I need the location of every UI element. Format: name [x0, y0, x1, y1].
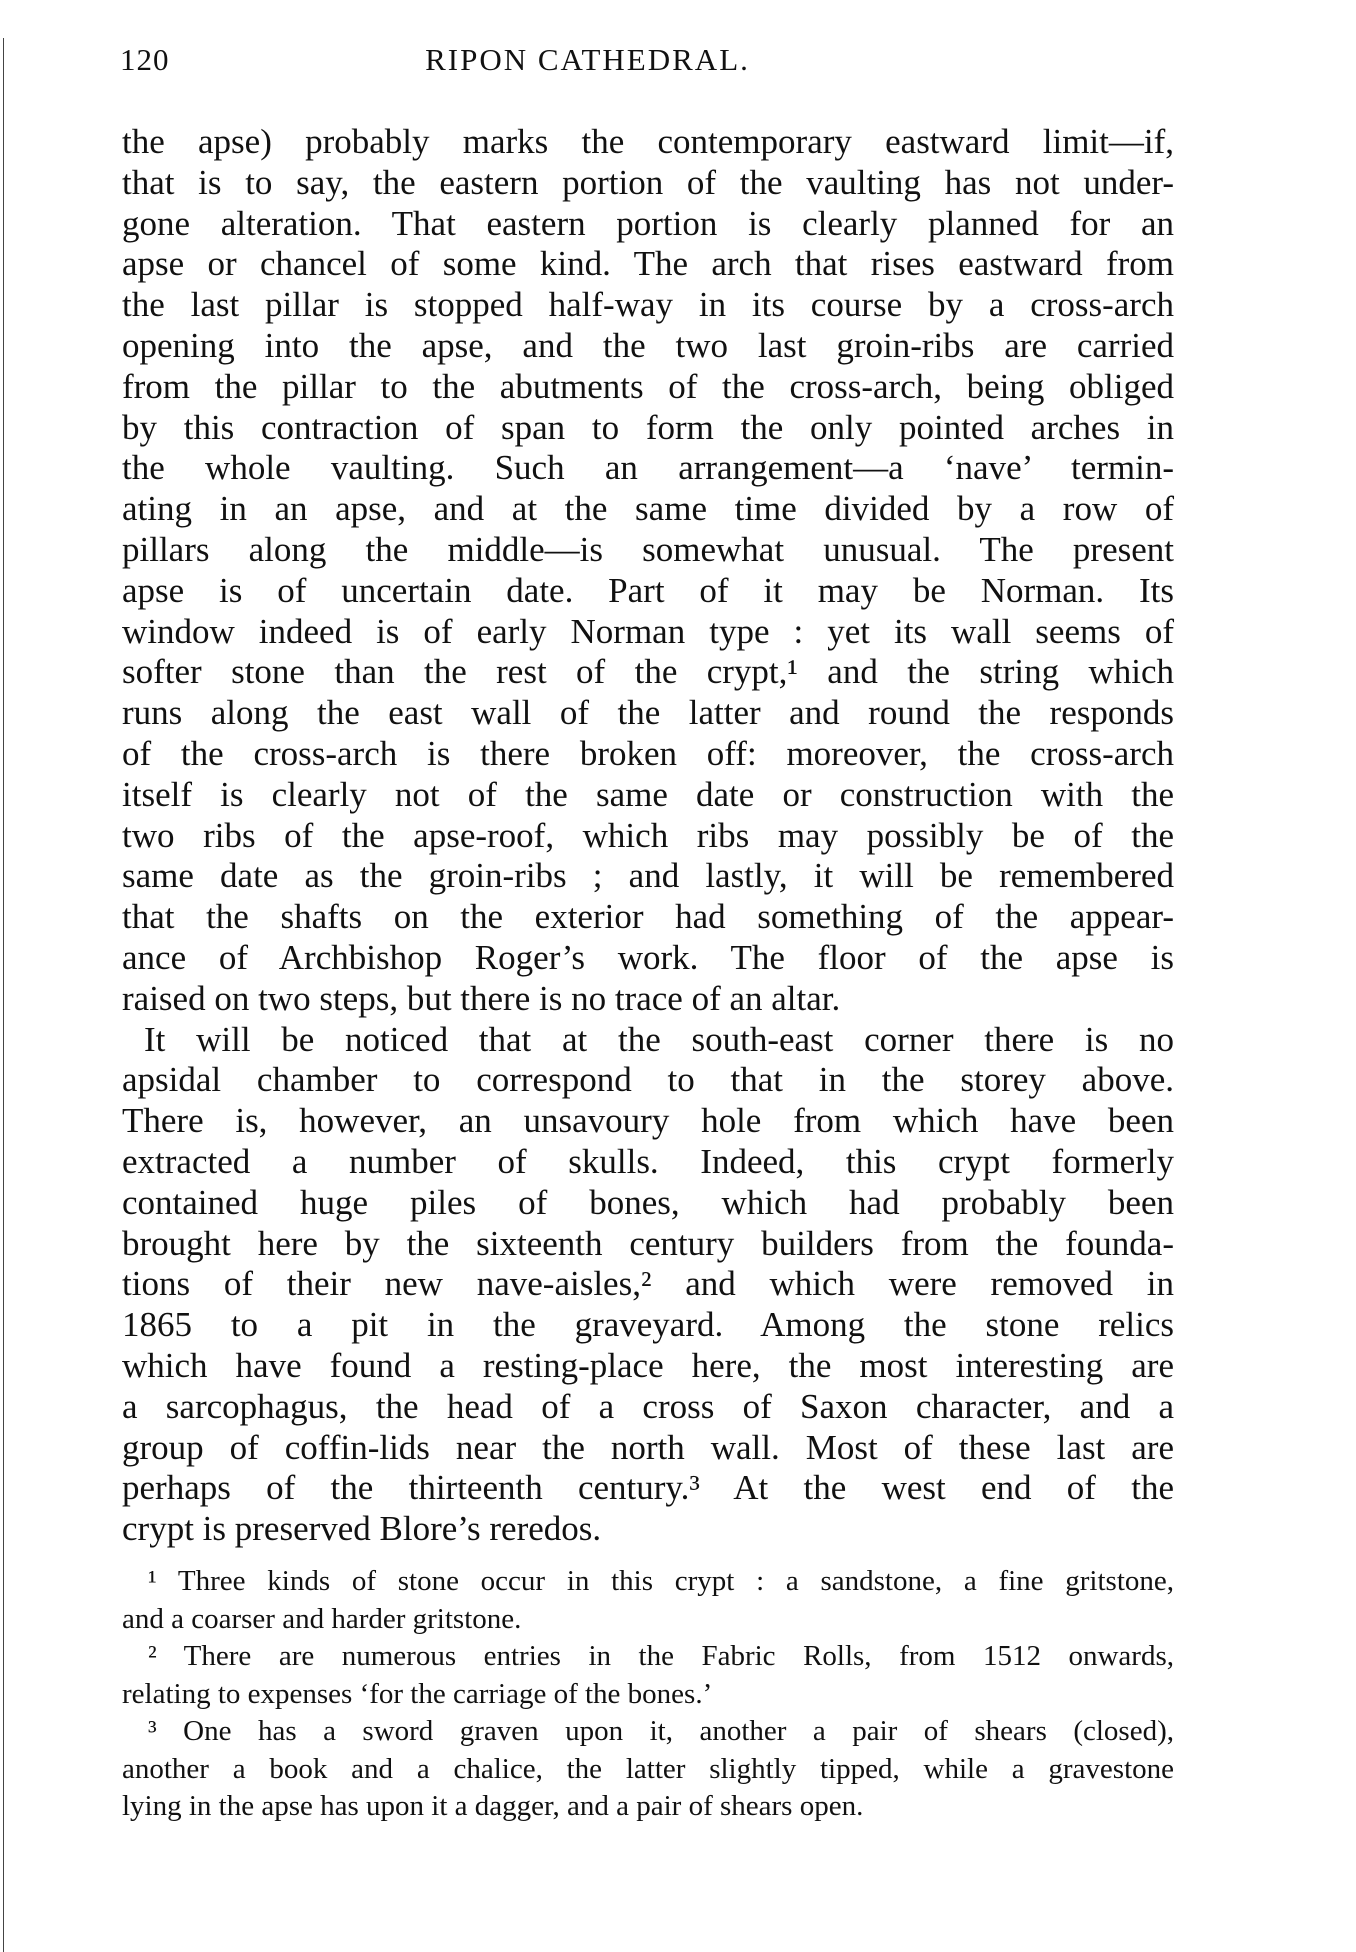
body-line: There is, however, an unsavoury hole from which have been: [122, 1101, 1174, 1141]
footnote-line: another a book and a chalice, the latter slightly tipped, while a gravestone: [122, 1752, 1174, 1785]
body-line: from the pillar to the abutments of the cross-arch, being obliged: [122, 366, 1174, 406]
body-line: which have found a resting-place here, the most interesting are: [122, 1345, 1174, 1385]
body-line: opening into the apse, and the two last groin-ribs are carried: [122, 325, 1174, 365]
body-line: that is to say, the eastern portion of the vaulting has not under-: [122, 162, 1174, 202]
body-line: by this contraction of span to form the only pointed arches in: [122, 407, 1174, 447]
footnote-line: ² There are numerous entries in the Fabric Rolls, from 1512 onwards,: [148, 1640, 1174, 1672]
page-header: [120, 42, 1175, 86]
body-line: itself is clearly not of the same date or construction with the: [122, 774, 1174, 814]
footnote-line: lying in the apse has upon it a dagger, and a pair of shears open.: [122, 1790, 864, 1822]
body-line: same date as the groin-ribs ; and lastly, it will be remembered: [122, 856, 1174, 896]
page-edge-line: [3, 38, 4, 1952]
body-line: group of coffin-lids near the north wall. Most of these last are: [122, 1427, 1174, 1467]
body-line: of the cross-arch is there broken off: moreover, the cross-arch: [122, 733, 1174, 773]
body-line: raised on two steps, but there is no trace of an altar.: [122, 978, 841, 1018]
footnote-line: ¹ Three kinds of stone occur in this crypt : a sandstone, a fine gritstone,: [148, 1565, 1174, 1597]
body-line: tions of their new nave-aisles,² and which were removed in: [122, 1264, 1174, 1304]
body-line: apse is of uncertain date. Part of it may be Norman. Its: [122, 570, 1174, 610]
body-line: gone alteration. That eastern portion is clearly planned for an: [122, 203, 1174, 243]
body-line: extracted a number of skulls. Indeed, this crypt formerly: [122, 1141, 1174, 1181]
page-number: 120: [120, 42, 170, 77]
footnote-line: relating to expenses ‘for the carriage of the bones.’: [122, 1677, 713, 1710]
footnotes: [122, 1563, 1174, 1826]
running-title: RIPON CATHEDRAL.: [425, 42, 750, 77]
body-line: the apse) probably marks the contemporary eastward limit—if,: [122, 122, 1174, 161]
body-line: window indeed is of early Norman type : yet its wall seems of: [122, 611, 1174, 651]
body-line: runs along the east wall of the latter and round the responds: [122, 693, 1174, 733]
body-line: the last pillar is stopped half-way in its course by a cross-arch: [122, 285, 1174, 325]
body-line: ance of Archbishop Roger’s work. The floor of the apse is: [122, 937, 1174, 977]
body-line: softer stone than the rest of the crypt,¹ and the string which: [122, 652, 1174, 692]
body-text: [122, 122, 1174, 1550]
body-line: two ribs of the apse-roof, which ribs may possibly be of the: [122, 815, 1174, 855]
body-line: contained huge piles of bones, which had probably been: [122, 1182, 1174, 1222]
body-line: 1865 to a pit in the graveyard. Among the stone relics: [122, 1305, 1174, 1345]
body-line: that the shafts on the exterior had something of the appear-: [122, 897, 1174, 937]
body-line: apsidal chamber to correspond to that in the storey above.: [122, 1060, 1174, 1100]
body-line: ating in an apse, and at the same time divided by a row of: [122, 489, 1174, 529]
body-line: apse or chancel of some kind. The arch that rises eastward from: [122, 244, 1174, 284]
body-line: a sarcophagus, the head of a cross of Saxon character, and a: [122, 1386, 1174, 1426]
body-line: perhaps of the thirteenth century.³ At the west end of the: [122, 1468, 1174, 1508]
body-line: brought here by the sixteenth century builders from the founda-: [122, 1223, 1174, 1263]
body-line: the whole vaulting. Such an arrangement—a ‘nave’ termin-: [122, 448, 1174, 488]
footnote-line: and a coarser and harder gritstone.: [122, 1602, 522, 1635]
body-line: It will be noticed that at the south-east corner there is no: [144, 1019, 1174, 1059]
footnote-line: ³ One has a sword graven upon it, another a pair of shears (closed),: [148, 1715, 1174, 1747]
body-line: crypt is preserved Blore’s reredos.: [122, 1509, 602, 1549]
body-line: pillars along the middle—is somewhat unusual. The present: [122, 529, 1174, 569]
